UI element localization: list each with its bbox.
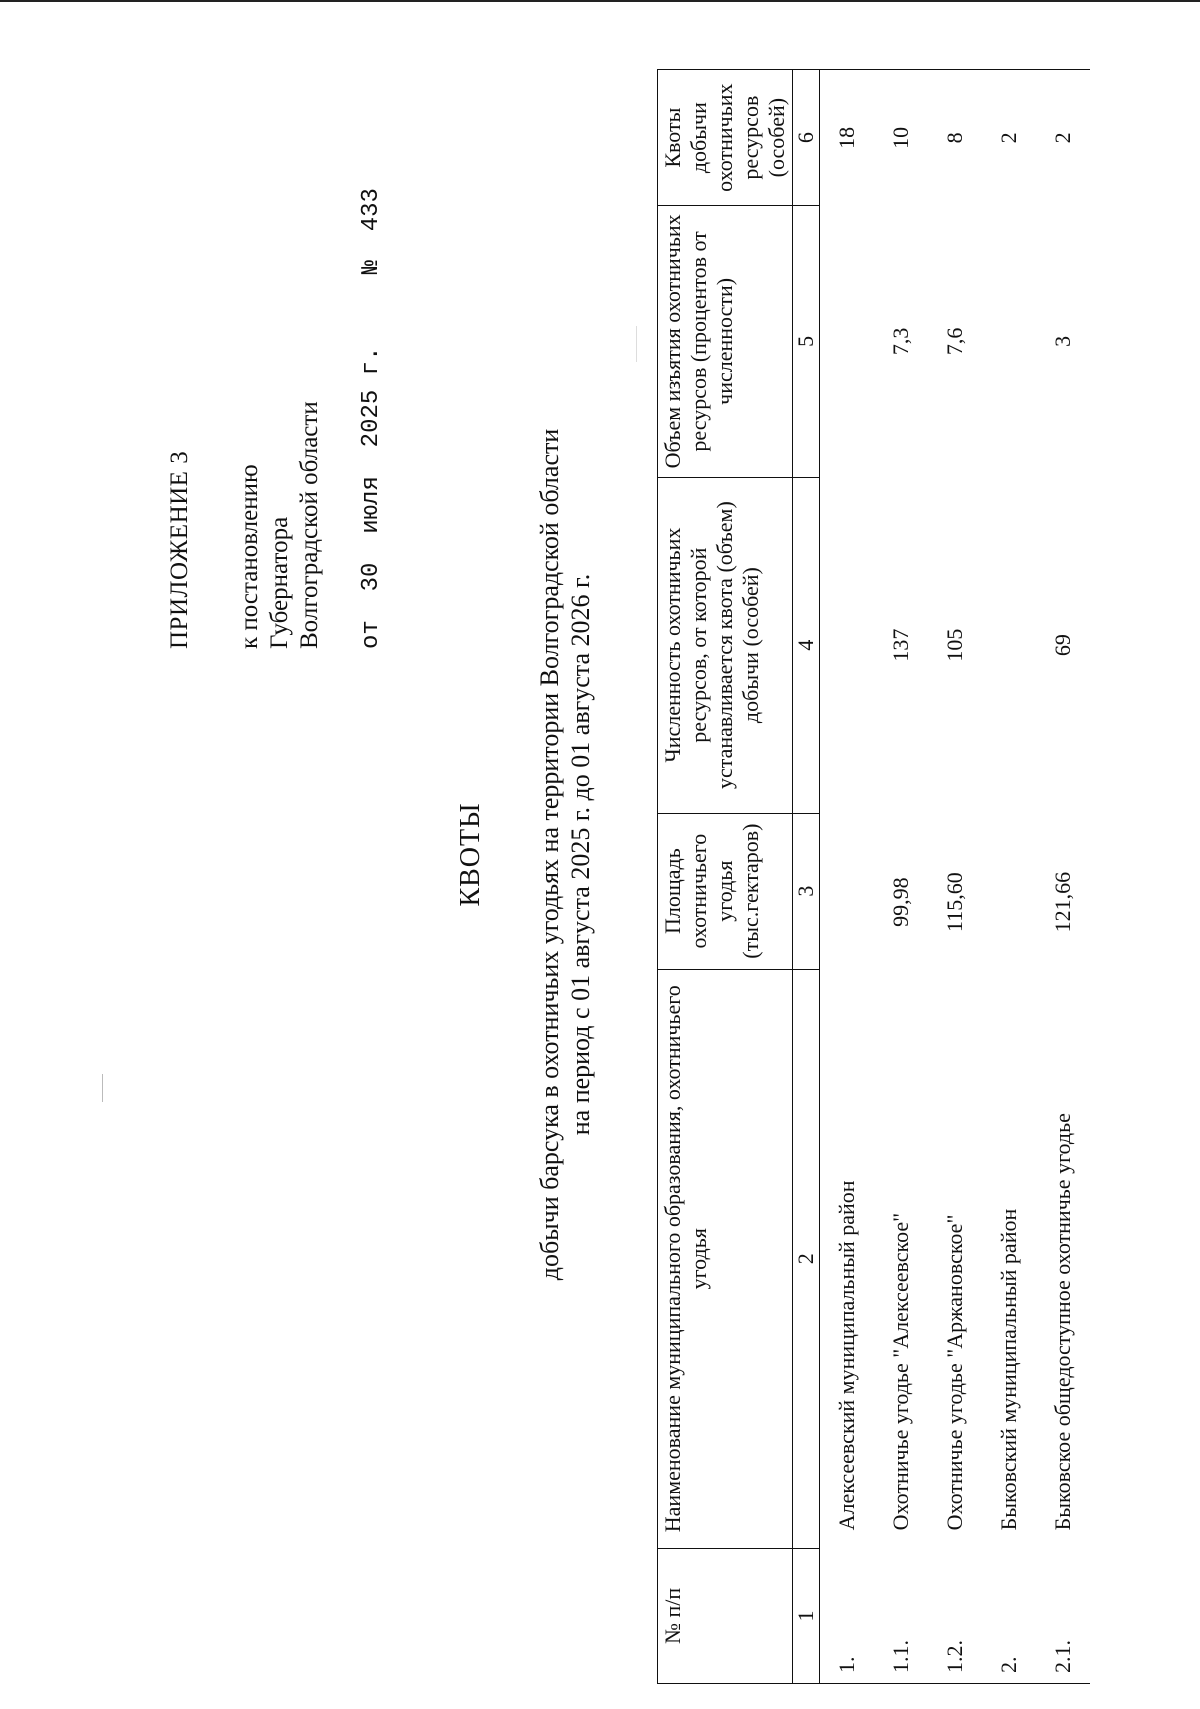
cell-quota: 2	[982, 70, 1036, 206]
cell-area	[820, 813, 875, 969]
cell-area	[982, 813, 1036, 969]
cell-no: 2.1.	[1036, 1548, 1090, 1683]
cell-area: 115,60	[942, 872, 967, 932]
date-day: 30	[358, 562, 385, 592]
appendix-heading: ПРИЛОЖЕНИЕ 3	[166, 450, 193, 649]
header-no: № п/п	[658, 1548, 793, 1683]
cell-quota: 10	[874, 70, 928, 206]
header-quota: Квоты добычи охотничьих ресурсов (особей)	[658, 70, 793, 206]
header-population: Численность охотничьих ресурсов, от которой устанавливается квота (объем) добычи (особей)	[658, 477, 793, 813]
table-header-row	[658, 70, 793, 1684]
date-prefix: от	[358, 620, 385, 649]
cell-population: 105	[942, 628, 967, 662]
cell-population	[820, 477, 875, 813]
cell-percent: 7,3	[888, 327, 913, 356]
header-percent: Объем изъятия охотничьих ресурсов (процентов от численности)	[658, 206, 793, 477]
table-row	[982, 70, 1036, 1684]
appendix-line: Губернатора	[266, 516, 293, 649]
table-row	[820, 70, 875, 1684]
cell-no: 1.	[820, 1548, 875, 1683]
column-number: 3	[793, 813, 820, 969]
cell-quota: 18	[820, 70, 875, 206]
header-name: Наименование муниципального образования, охотничьего угодья	[658, 969, 793, 1548]
document-title: КВОТЫ	[455, 802, 486, 907]
appendix-line: Волгоградской области	[296, 401, 323, 649]
cell-name: Быковское общедоступное охотничье угодье	[1050, 1113, 1075, 1531]
table-row	[928, 70, 982, 1684]
date-month: июля	[358, 476, 385, 534]
appendix-line: к постановлению	[236, 464, 263, 649]
cell-quota: 2	[1036, 70, 1090, 206]
cell-percent: 7,6	[942, 327, 967, 356]
cell-population: 137	[888, 628, 913, 662]
cell-name: Охотничье угодье "Алексеевское"	[888, 1212, 913, 1531]
cell-no: 2.	[982, 1548, 1036, 1683]
appendix-date	[357, 188, 387, 649]
cell-area: 99,98	[888, 877, 913, 927]
date-year: 2025	[358, 389, 385, 448]
column-number: 6	[793, 70, 820, 206]
table-row	[874, 70, 928, 1684]
table-row	[1036, 70, 1090, 1684]
column-number: 5	[793, 206, 820, 477]
cell-percent	[820, 206, 875, 477]
number-sign: №	[358, 260, 385, 275]
document-subtitle	[534, 0, 596, 1709]
cell-no: 1.1.	[874, 1548, 928, 1683]
column-number: 4	[793, 477, 820, 813]
cell-percent: 3	[1050, 335, 1075, 347]
column-number-row	[793, 70, 820, 1684]
cell-no: 1.2.	[928, 1548, 982, 1683]
cell-name: Быковский муниципальный район	[996, 1208, 1021, 1531]
quota-table	[657, 69, 1090, 1684]
cell-name: Алексеевский муниципальный район	[834, 1180, 859, 1531]
header-area: Площадь охотничьего угодья (тыс.гектаров)	[658, 813, 793, 969]
cell-percent	[982, 206, 1036, 477]
appendix-block	[165, 188, 387, 649]
column-number: 2	[793, 969, 820, 1548]
cell-population	[982, 477, 1036, 813]
cell-population: 69	[1050, 634, 1075, 657]
document-number: 433	[358, 188, 385, 232]
date-suffix: г.	[358, 346, 385, 376]
cell-area: 121,66	[1050, 871, 1075, 933]
cell-quota: 8	[928, 70, 982, 206]
cell-name: Охотничье угодье "Аржановское"	[942, 1214, 967, 1531]
subtitle-line: на период с 01 августа 2025 г. до 01 августа 2026 г.	[566, 573, 595, 1136]
subtitle-line: добычи барсука в охотничьих угодьях на территории Волгоградской области	[535, 428, 564, 1281]
column-number: 1	[793, 1548, 820, 1683]
